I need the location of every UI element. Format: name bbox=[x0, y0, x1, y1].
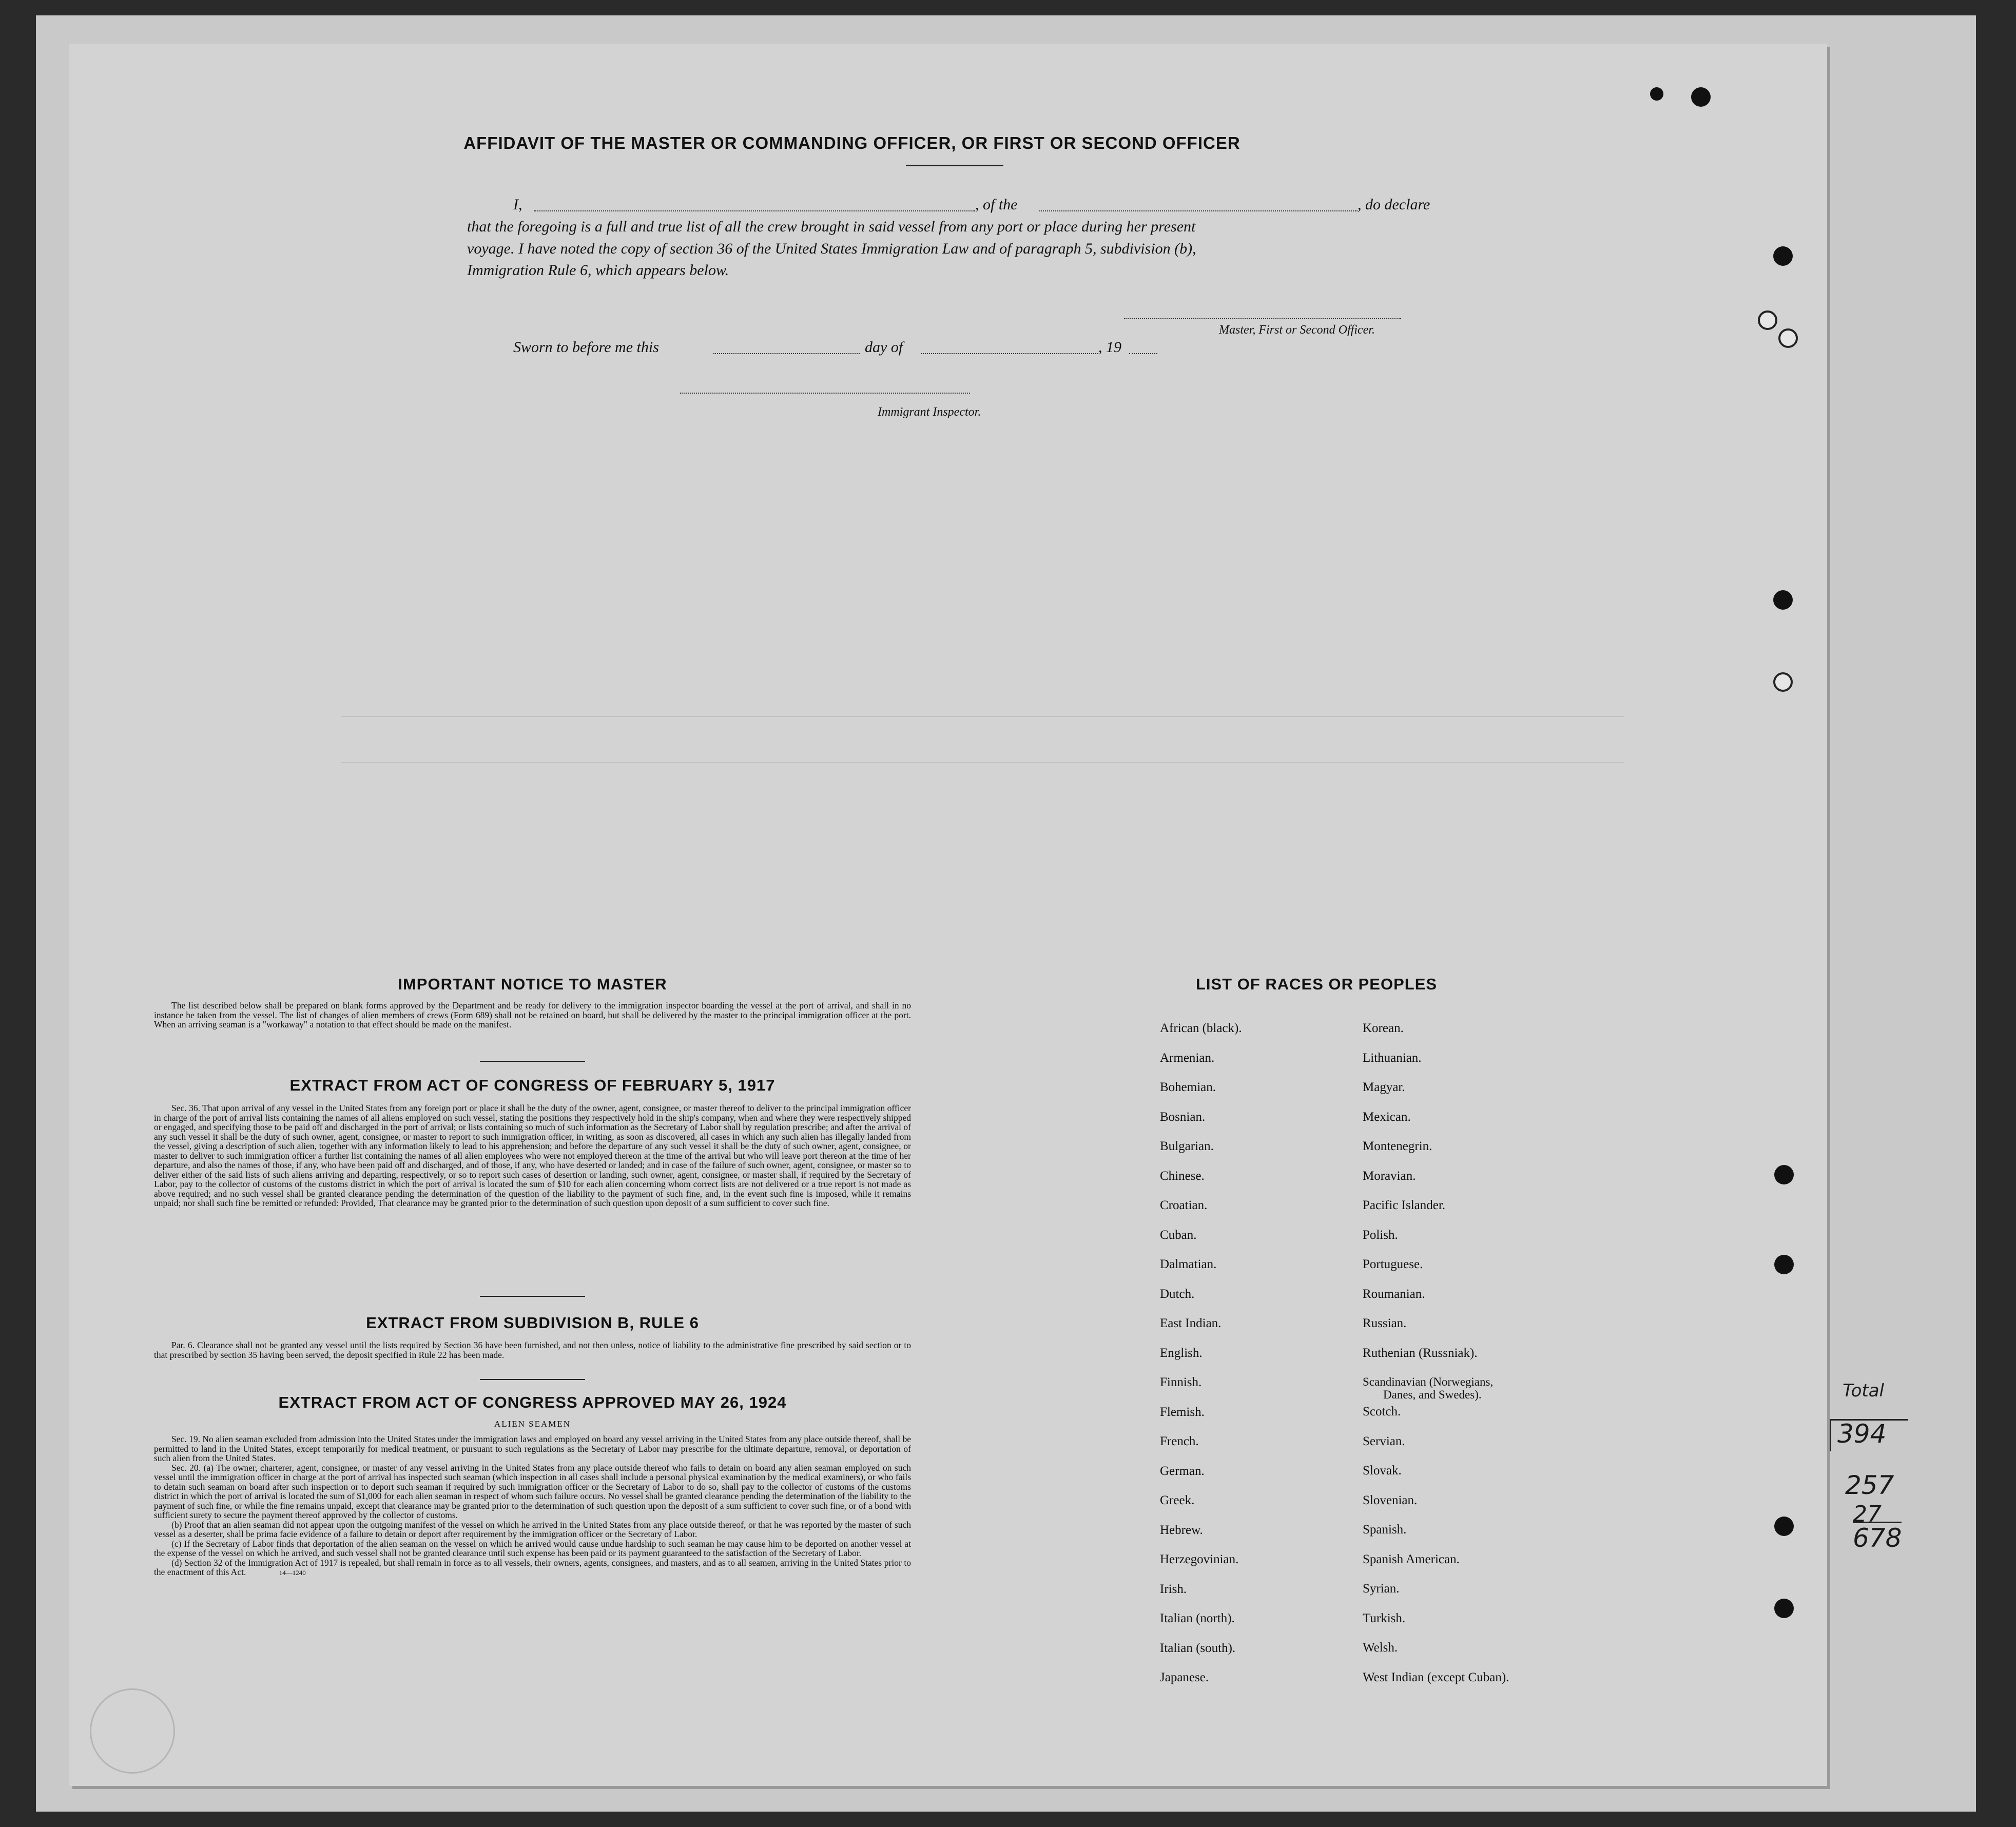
affidavit-of-the: , of the bbox=[975, 196, 1018, 213]
right-race-item: West Indian (except Cuban). bbox=[1363, 1670, 1509, 1684]
right-race-item: Roumanian. bbox=[1363, 1287, 1425, 1301]
left-race-item: Armenian. bbox=[1160, 1051, 1215, 1065]
left-race-item: Italian (south). bbox=[1160, 1641, 1236, 1655]
extract-1924-text bbox=[154, 1434, 911, 1578]
sworn-year: , 19 bbox=[1098, 339, 1121, 356]
punch-hole bbox=[1774, 1165, 1794, 1184]
left-race-item: Herzegovinian. bbox=[1160, 1552, 1239, 1566]
handwritten-number-2: 257 bbox=[1845, 1470, 1894, 1500]
left-race-item: Hebrew. bbox=[1160, 1523, 1203, 1537]
affidavit-line-3: voyage. I have noted the copy of section 36 of the United States Immigration Law and of paragraph 5, subdivision (b), bbox=[467, 240, 1196, 257]
section-rule bbox=[480, 1061, 585, 1062]
punch-hole bbox=[1773, 590, 1793, 610]
sworn-day-of: day of bbox=[865, 339, 903, 356]
notice-paragraph: The list described below shall be prepared on blank forms approved by the Department and be ready for delivery to the immigration inspector boarding the vessel at the port of arrival, and shall in no instance be taken from the vessel. The list of changes of alien members of crews (Form 689) shall not be retained on board, but shall be delivered by the master to the principal immigration officer at the port. When an arriving seaman is a "workaway" a notation to that effect should be made on the manifest. bbox=[154, 1000, 911, 1029]
right-race-item: Pacific Islander. bbox=[1363, 1198, 1446, 1212]
master-name-line[interactable] bbox=[534, 210, 975, 211]
punch-hole bbox=[1773, 672, 1793, 692]
left-race-item: English. bbox=[1160, 1346, 1203, 1360]
signature-line[interactable] bbox=[1124, 318, 1401, 319]
right-race-item: Slovak. bbox=[1363, 1464, 1402, 1478]
left-race-item: Italian (north). bbox=[1160, 1611, 1235, 1625]
left-race-item: German. bbox=[1160, 1464, 1205, 1478]
punch-hole bbox=[1691, 87, 1711, 107]
left-race-item: Cuban. bbox=[1160, 1228, 1197, 1242]
section-rule bbox=[480, 1296, 585, 1297]
right-race-item: Spanish American. bbox=[1363, 1552, 1460, 1566]
right-race-item: Scotch. bbox=[1363, 1405, 1401, 1418]
affidavit-line-4: Immigration Rule 6, which appears below. bbox=[467, 262, 729, 279]
notice-text bbox=[154, 1001, 911, 1029]
right-race-item: Mexican. bbox=[1363, 1110, 1411, 1124]
section-rule bbox=[480, 1379, 585, 1380]
sec-20b-paragraph: (b) Proof that an alien seaman did not appear upon the outgoing manifest of the vessel on which he arrived in the United States from any place outside thereof, or that he was reported by the master of such vessel as a deserter, shall be prima facie evidence of a failure to detain or deport after requirement by the immigration officer or the Secretary of Labor. bbox=[154, 1519, 911, 1539]
punch-hole bbox=[1773, 246, 1793, 266]
left-race-item: Bosnian. bbox=[1160, 1110, 1206, 1124]
sec-20d-text: (d) Section 32 of the Immigration Act of 1917 is repealed, but shall remain in force as to all vessels, their owners, agents, consignees, and masters, and as to all seamen, arriving in the United States prior to the enactment of this Act. bbox=[154, 1557, 911, 1577]
left-race-item: Greek. bbox=[1160, 1493, 1195, 1507]
left-race-item: Finnish. bbox=[1160, 1375, 1202, 1389]
right-race-item: Ruthenian (Russniak). bbox=[1363, 1346, 1478, 1360]
sworn-day-line[interactable] bbox=[713, 353, 860, 354]
right-race-item: Danes, and Swedes). bbox=[1383, 1388, 1482, 1401]
left-race-item: Bohemian. bbox=[1160, 1080, 1216, 1094]
sec-20d-paragraph bbox=[154, 1558, 911, 1578]
extract-1924-subtitle: ALIEN SEAMEN bbox=[494, 1419, 571, 1429]
right-race-item: Montenegrin. bbox=[1363, 1139, 1432, 1153]
right-race-item: Servian. bbox=[1363, 1434, 1405, 1448]
right-race-item: Russian. bbox=[1363, 1316, 1407, 1330]
right-race-item: Turkish. bbox=[1363, 1611, 1406, 1625]
extract-1917-text bbox=[154, 1103, 911, 1208]
punch-hole bbox=[1778, 328, 1798, 348]
handwritten-number-3: 27 bbox=[1853, 1501, 1882, 1527]
right-race-item: Magyar. bbox=[1363, 1080, 1405, 1094]
manifest-page bbox=[69, 44, 1827, 1786]
handwritten-number-1: 394 bbox=[1837, 1419, 1887, 1449]
inspector-signature-line[interactable] bbox=[680, 393, 970, 394]
right-race-item: Welsh. bbox=[1363, 1641, 1398, 1655]
extract-1917-title: EXTRACT FROM ACT OF CONGRESS OF FEBRUARY 5, 1917 bbox=[289, 1076, 776, 1094]
punch-hole bbox=[1650, 87, 1663, 101]
affidavit-i: I, bbox=[513, 196, 522, 213]
left-race-item: East Indian. bbox=[1160, 1316, 1222, 1330]
left-race-item: French. bbox=[1160, 1434, 1199, 1448]
notice-title: IMPORTANT NOTICE TO MASTER bbox=[398, 975, 667, 993]
sworn-prefix: Sworn to before me this bbox=[513, 339, 659, 356]
left-race-item: Irish. bbox=[1160, 1582, 1187, 1596]
subdivision-paragraph: Par. 6. Clearance shall not be granted any vessel until the lists required by Section 36 have been furnished, and not then unless, notice of liability to the administrative fine prescribed by said section or to that prescribed by section 35 having been served, the deposit specified in Rule 22 has been made. bbox=[154, 1340, 911, 1360]
sec-19-paragraph: Sec. 19. No alien seaman excluded from admission into the United States under the immigration laws and employed on board any vessel arriving in the United States from any place outside thereof, shall be permitted to land in the United States, except temporarily for medical treatment, or pursuant to such regulations as the Secretary of Labor may prescribe for the ultimate departure, removal, or deportation of such alien from the United States. bbox=[154, 1434, 911, 1463]
right-race-item: Syrian. bbox=[1363, 1582, 1400, 1596]
vessel-name-line[interactable] bbox=[1039, 210, 1358, 211]
right-race-item: Lithuanian. bbox=[1363, 1051, 1422, 1065]
handwritten-total-label: Total bbox=[1843, 1381, 1884, 1401]
right-race-item: Spanish. bbox=[1363, 1523, 1407, 1537]
punch-hole bbox=[1774, 1599, 1794, 1618]
right-race-item: Moravian. bbox=[1363, 1169, 1416, 1183]
punch-hole bbox=[1774, 1517, 1794, 1536]
sworn-year-line[interactable] bbox=[1129, 353, 1157, 354]
subdivision-text bbox=[154, 1340, 911, 1359]
sec-20c-paragraph: (c) If the Secretary of Labor finds that deportation of the alien seaman on the vessel on which he arrived would cause undue hardship to such seaman he may cause him to be deported on another vessel at the expense of the vessel on which he arrived, and such vessel shall not be granted clearance until such expense has been paid or its payment guaranteed to the satisfaction of the Secretary of Labor. bbox=[154, 1538, 911, 1558]
left-race-item: African (black). bbox=[1160, 1021, 1242, 1035]
left-race-item: Dutch. bbox=[1160, 1287, 1195, 1301]
left-race-item: Croatian. bbox=[1160, 1198, 1208, 1212]
left-race-item: Flemish. bbox=[1160, 1405, 1205, 1419]
races-title: LIST OF RACES OR PEOPLES bbox=[1195, 975, 1438, 993]
left-race-item: Bulgarian. bbox=[1160, 1139, 1214, 1153]
right-race-item: Korean. bbox=[1363, 1021, 1404, 1035]
sworn-month-line[interactable] bbox=[921, 353, 1098, 354]
left-race-item: Dalmatian. bbox=[1160, 1257, 1217, 1271]
extract-1924-title: EXTRACT FROM ACT OF CONGRESS APPROVED MAY 26, 1924 bbox=[278, 1393, 787, 1411]
punch-hole bbox=[1758, 310, 1777, 330]
right-race-item: Portuguese. bbox=[1363, 1257, 1423, 1271]
faint-stamp bbox=[90, 1688, 175, 1774]
sec-20a-paragraph: Sec. 20. (a) The owner, charterer, agent, consignee, or master of any vessel arriving in the United States from any place outside thereof who fails to detain on board any alien seaman employed on such vessel until the immigration officer in charge at the port of arrival has inspected such seaman (which inspection in all cases shall include a personal physical examination by the medical examiners), or who fails to detain such seaman on board after such inspection or to deport such seaman if required by such immigration officer or the Secretary of Labor to do so, shall pay to the collector of customs of the customs district in which the port of arrival is located the sum of $1,000 for each alien seaman in respect of whom such failure occurs. No vessel shall be granted clearance pending the determination of the liability to the payment of such fine, or while the fine remains unpaid, except that clearance may be granted prior to the determination of such question upon the deposit of a sum sufficient to cover such fine, or of a bond with sufficient surety to secure the payment thereof approved by the collector of customs. bbox=[154, 1462, 911, 1520]
affidavit-declare: , do declare bbox=[1358, 196, 1430, 213]
handwritten-number-4: 678 bbox=[1853, 1522, 1902, 1553]
extract-1917-paragraph: Sec. 36. That upon arrival of any vessel in the United States from any foreign port or place it shall be the duty of the owner, agent, consignee, or master thereof to deliver to the principal immigration officer in charge of the port of arrival lists containing the names of all aliens employed on such vessel, stating the positions they respectively hold in the ship's company, when and where they were respectively shipped or engaged, and specifying those to be paid off and discharged in the port of arrival; or lists containing so much of such information as the Secretary of Labor shall by regulation prescribe; and after the arrival of any such vessel it shall be the duty of such owner, agent, consignee, or master to report to such immigration officer, in writing, as soon as discovered, all cases in which any such alien has illegally landed from the vessel, giving a description of such alien, together with any information likely to lead to his apprehension; and before the departure of any such vessel it shall be the duty of such owner, agent, consignee, or master to deliver to such immigration officer a further list containing the names of all alien employees who were not employed thereon at the time of the arrival but who will leave port thereon at the time of her departure, and also the names of those, if any, who have been paid off and discharged, and of those, if any, who have deserted or landed; and in case of the failure of such owner, agent, consignee, or master so to deliver either of the said lists of such aliens arriving and departing, respectively, or so to report such cases of desertion or landing, such owner, agent, consignee, or master shall, if required by the Secretary of Labor, pay to the collector of customs of the customs district in which the port of arrival is located the sum of $10 for each alien concerning whom correct lists are not delivered or a true report is not made as above required; and no such vessel shall be granted clearance pending the determination of the question of the liability to the payment of such fine, and, in the event such fine is imposed, while it remains unpaid; nor shall such fine be remitted or refunded: Provided, That clearance may be granted prior to the determination of such question upon deposit of a sum sufficient to cover such fine. bbox=[154, 1103, 911, 1208]
inspector-caption: Immigrant Inspector. bbox=[878, 405, 981, 419]
signature-caption: Master, First or Second Officer. bbox=[1219, 323, 1375, 337]
right-race-item: Polish. bbox=[1363, 1228, 1398, 1242]
affidavit-line-2: that the foregoing is a full and true list of all the crew brought in said vessel from any port or place during her present bbox=[467, 218, 1196, 235]
left-race-item: Japanese. bbox=[1160, 1670, 1209, 1684]
affidavit-title: AFFIDAVIT OF THE MASTER OR COMMANDING OFFICER, OR FIRST OR SECOND OFFICER bbox=[463, 133, 1240, 152]
right-race-item: Slovenian. bbox=[1363, 1493, 1418, 1507]
left-race-item: Chinese. bbox=[1160, 1169, 1205, 1183]
punch-hole bbox=[1774, 1255, 1794, 1274]
right-race-item: Scandinavian (Norwegians, bbox=[1363, 1375, 1494, 1388]
subdivision-title: EXTRACT FROM SUBDIVISION B, RULE 6 bbox=[366, 1314, 699, 1332]
form-number: 14—1240 bbox=[279, 1569, 306, 1577]
title-rule bbox=[906, 165, 1003, 166]
